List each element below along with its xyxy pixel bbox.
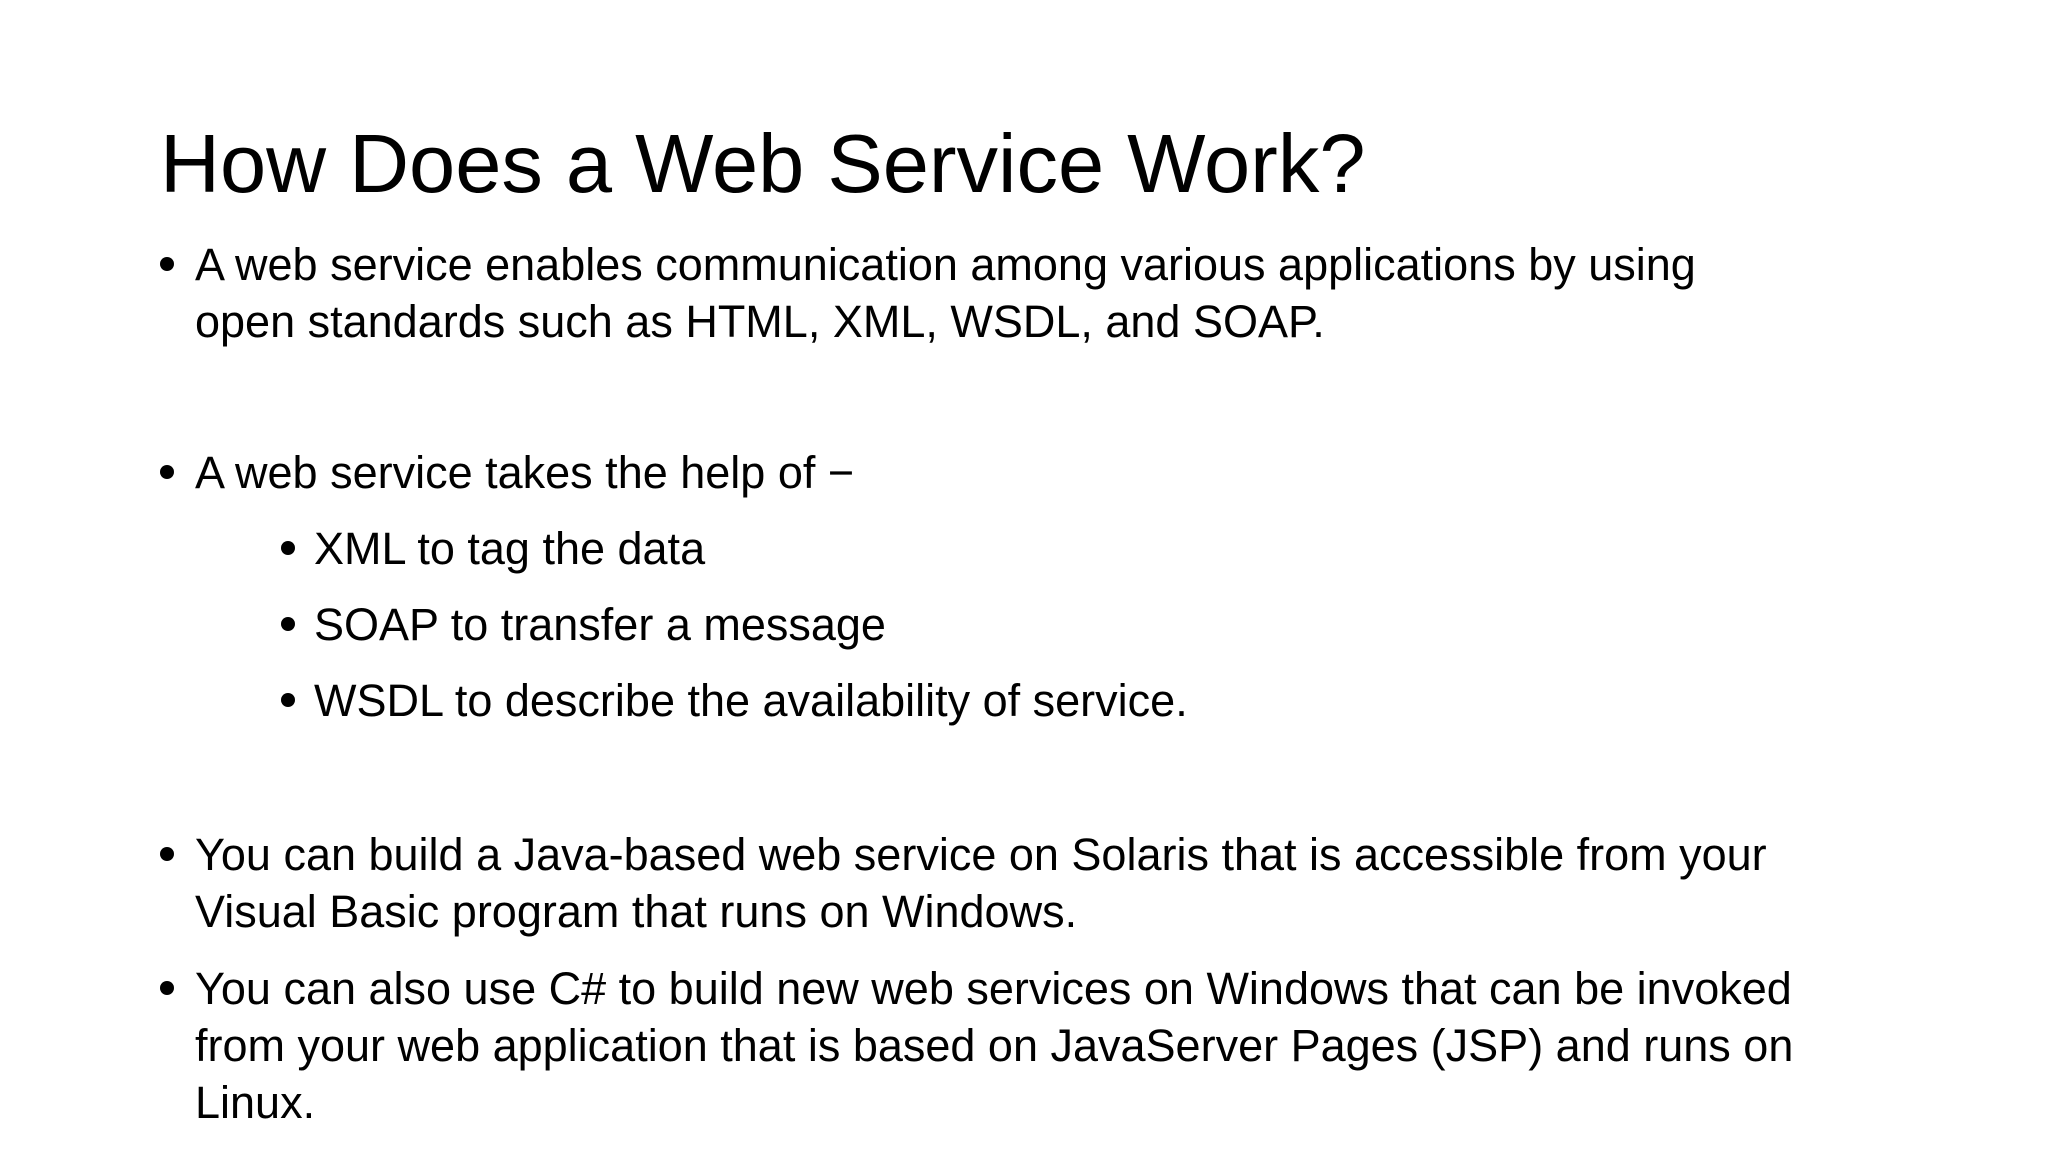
bullet-dot-icon <box>160 847 174 861</box>
bullet-text-line: Visual Basic program that runs on Windows. <box>195 886 1078 937</box>
slide-title: How Does a Web Service Work? <box>160 117 1366 210</box>
bullet-text-line: You can also use C# to build new web services on Windows that can be invoked <box>195 963 1792 1014</box>
bullet-text-line: You can build a Java-based web service on Solaris that is accessible from your <box>195 829 1767 880</box>
bullet-text-line: A web service takes the help of − <box>195 447 855 498</box>
bullet-dot-icon <box>160 465 174 479</box>
bullet-dot-icon <box>160 257 174 271</box>
bullet-item <box>195 444 854 501</box>
bullet-dot-icon <box>281 693 295 707</box>
sub-bullet-item <box>314 520 705 577</box>
bullet-text-line: A web service enables communication among various applications by using <box>195 239 1696 290</box>
bullet-text-line: Linux. <box>195 1077 316 1128</box>
sub-bullet-text: XML to tag the data <box>314 523 706 574</box>
bullet-text-line: from your web application that is based on JavaServer Pages (JSP) and runs on <box>195 1020 1794 1071</box>
sub-bullet-item <box>314 672 1188 729</box>
bullet-dot-icon <box>281 541 295 555</box>
sub-bullet-item <box>314 596 886 653</box>
bullet-item <box>195 960 1793 1131</box>
sub-bullet-text: WSDL to describe the availability of service. <box>314 675 1188 726</box>
sub-bullet-text: SOAP to transfer a message <box>314 599 886 650</box>
bullet-dot-icon <box>160 981 174 995</box>
bullet-dot-icon <box>281 617 295 631</box>
bullet-item <box>195 236 1696 350</box>
bullet-text-line: open standards such as HTML, XML, WSDL, and SOAP. <box>195 296 1325 347</box>
bullet-item <box>195 826 1767 940</box>
